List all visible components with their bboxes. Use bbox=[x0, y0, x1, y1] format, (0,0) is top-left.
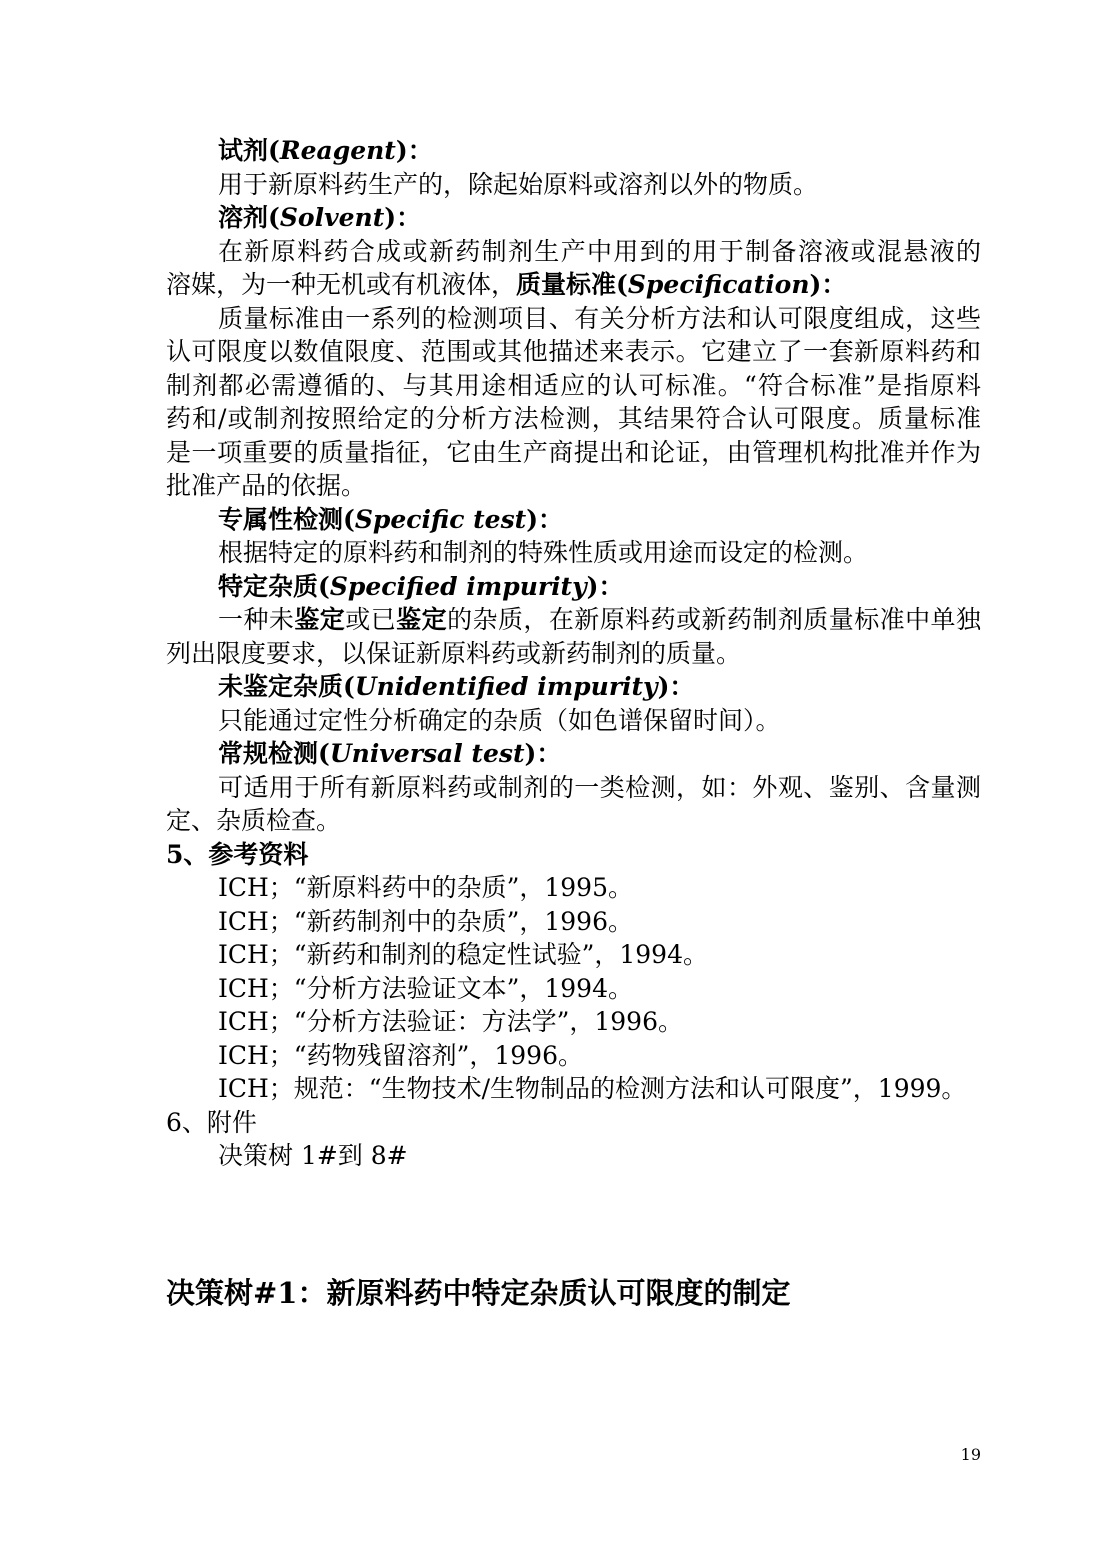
decision-tree-heading: 决策树#1：新原料药中特定杂质认可限度的制定 bbox=[166, 1276, 791, 1310]
term-reagent: 试剂(Reagent)： bbox=[218, 136, 433, 165]
def-unidentified-impurity: 只能通过定性分析确定的杂质（如色谱保留时间）。 bbox=[218, 705, 781, 735]
def-universal-test-line2: 定、杂质检查。 bbox=[166, 806, 342, 835]
term-universal-test: 常规检测(Universal test)： bbox=[218, 739, 562, 768]
def-solvent-line1: 在新原料药合成或新药制剂生产中用到的用于制备溶液或混悬液的 bbox=[218, 236, 981, 266]
attachment-item: 决策树 1#到 8# bbox=[218, 1141, 408, 1170]
spec-line-4: 药和/或制剂按照给定的分析方法检测，其结果符合认可限度。质量标准 bbox=[166, 404, 981, 433]
attachments-heading: 6、附件 bbox=[166, 1107, 257, 1137]
spec-line-2: 认可限度以数值限度、范围或其他描述来表示。它建立了一套新原料药和 bbox=[166, 337, 981, 366]
spec-line-5: 是一项重要的质量指征，它由生产商提出和论证，由管理机构批准并作为 bbox=[166, 437, 981, 467]
def-solvent-line2: 溶媒，为一种无机或有机液体，质量标准(Specification)： bbox=[166, 270, 847, 299]
def-specified-impurity-line2: 列出限度要求，以保证新原料药或新药制剂的质量。 bbox=[166, 638, 742, 668]
term-solvent: 溶剂(Solvent)： bbox=[218, 203, 422, 232]
def-universal-test-line1: 可适用于所有新原料药或制剂的一类检测，如：外观、鉴别、含量测 bbox=[218, 772, 981, 802]
reference-item: ICH；“新药和制剂的稳定性试验”，1994。 bbox=[218, 940, 708, 969]
reference-item: ICH；“药物残留溶剂”，1996。 bbox=[218, 1040, 583, 1070]
reference-item: ICH；“分析方法验证：方法学”，1996。 bbox=[218, 1007, 683, 1036]
spec-line-1: 质量标准由一系列的检测项目、有关分析方法和认可限度组成，这些 bbox=[218, 303, 981, 333]
references-heading: 5、参考资料 bbox=[166, 839, 309, 869]
spec-line-3: 制剂都必需遵循的、与其用途相适应的认可标准。“符合标准”是指原料 bbox=[166, 370, 981, 400]
def-specific-test: 根据特定的原料药和制剂的特殊性质或用途而设定的检测。 bbox=[218, 538, 869, 567]
reference-item: ICH；“分析方法验证文本”，1994。 bbox=[218, 973, 633, 1003]
term-specific-test: 专属性检测(Specific test)： bbox=[218, 504, 564, 534]
term-unidentified-impurity: 未鉴定杂质(Unidentified impurity)： bbox=[218, 672, 695, 701]
reference-item: ICH；“新药制剂中的杂质”，1996。 bbox=[218, 906, 633, 936]
reference-item: ICH；“新原料药中的杂质”，1995。 bbox=[218, 873, 633, 902]
reference-item: ICH；规范：“生物技术/生物制品的检测方法和认可限度”，1999。 bbox=[218, 1074, 967, 1103]
definitions-section bbox=[166, 134, 981, 1173]
term-specified-impurity: 特定杂质(Specified impurity)： bbox=[218, 571, 624, 601]
def-specified-impurity-line1: 一种未鉴定或已鉴定的杂质，在新原料药或新药制剂质量标准中单独 bbox=[218, 605, 981, 634]
spec-line-6: 批准产品的依据。 bbox=[166, 471, 367, 500]
page-number: 19 bbox=[960, 1445, 981, 1464]
def-reagent: 用于新原料药生产的，除起始原料或溶剂以外的物质。 bbox=[218, 169, 819, 199]
term-specification: 质量标准 bbox=[516, 270, 617, 299]
